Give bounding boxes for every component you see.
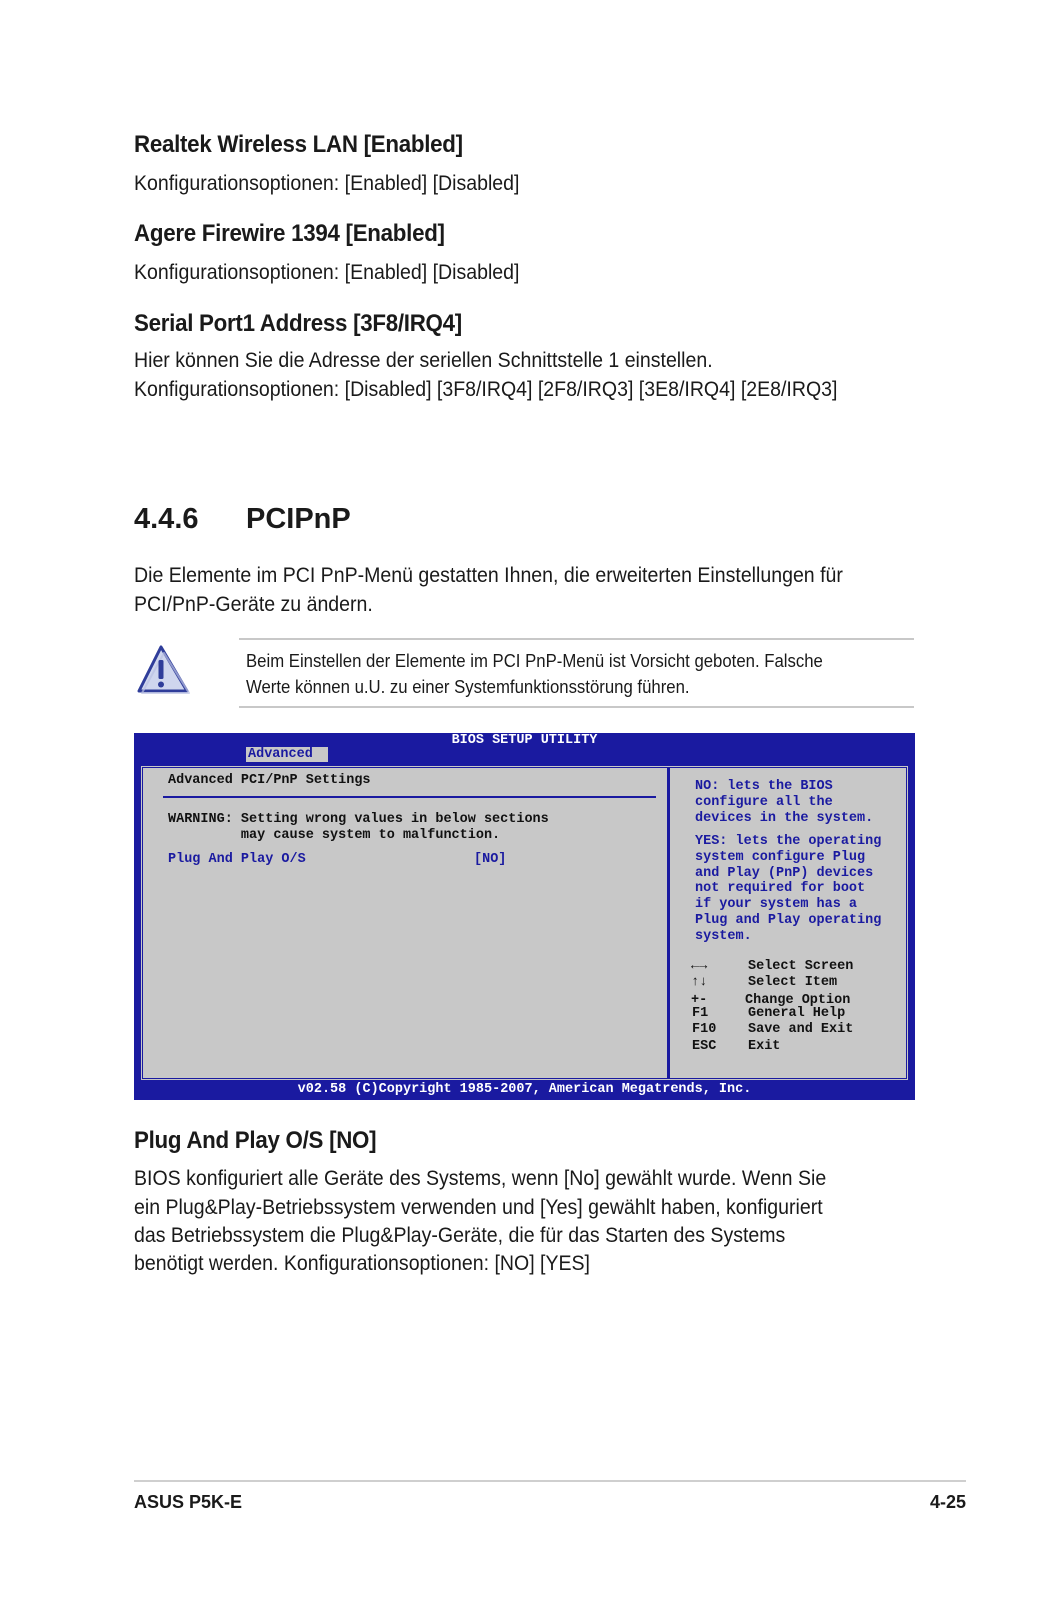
bios-section-title: Advanced PCI/PnP Settings <box>168 773 371 788</box>
section-text: Hier können Sie die Adresse der seriellen Schnittstelle 1 einstellen. <box>134 349 713 372</box>
bios-title: BIOS SETUP UTILITY <box>451 733 598 748</box>
bios-help-line: configure all the <box>695 795 833 810</box>
bios-item-plug-and-play-value[interactable]: [NO] <box>474 852 507 867</box>
bios-help-line: YES: lets the operating <box>695 834 882 849</box>
bios-tab-advanced[interactable]: Advanced <box>246 747 328 762</box>
note-text: Werte können u.U. zu einer Systemfunktionsstörung führen. <box>246 677 690 697</box>
bios-item-plug-and-play-label[interactable]: Plug And Play O/S <box>168 852 306 867</box>
pnp-text: BIOS konfiguriert alle Geräte des Systems, wenn [No] gewählt wurde. Wenn Sie <box>134 1167 827 1190</box>
chapter-intro: Die Elemente im PCI PnP-Menü gestatten Ihnen, die erweiterten Einstellungen für <box>134 564 843 587</box>
bios-key-action: Select Screen <box>748 959 854 974</box>
bios-warning: WARNING: Setting wrong values in below sections <box>168 812 549 827</box>
bios-footer: v02.58 (C)Copyright 1985-2007, American Megatrends, Inc. <box>297 1082 752 1097</box>
bios-help-line: system. <box>695 929 752 944</box>
bios-key-arrows-lr: ←→ <box>691 959 708 974</box>
bios-key-f10: F10 <box>692 1022 717 1037</box>
note-text: Beim Einstellen der Elemente im PCI PnP-Menü ist Vorsicht geboten. Falsche <box>246 651 823 671</box>
bios-help-line: devices in the system. <box>695 811 874 826</box>
section-heading-plug-and-play: Plug And Play O/S [NO] <box>134 1127 377 1154</box>
bios-key-esc: ESC <box>692 1039 717 1054</box>
note-bottom-rule <box>239 706 914 708</box>
footer-product: ASUS P5K-E <box>134 1492 243 1512</box>
pnp-text: ein Plug&Play-Betriebssystem verwenden und [Yes] gewählt haben, konfiguriert <box>134 1196 823 1219</box>
bios-help-line: not required for boot <box>695 881 866 896</box>
pnp-text: das Betriebssystem die Plug&Play-Geräte, die für das Starten des Systems <box>134 1224 786 1247</box>
bios-help-line: if your system has a <box>695 897 858 912</box>
bios-panel <box>140 765 909 1081</box>
section-heading-serial-port1: Serial Port1 Address [3F8/IRQ4] <box>134 310 462 337</box>
bios-key-action: Exit <box>748 1039 781 1054</box>
bios-help-line: and Play (PnP) devices <box>695 866 874 881</box>
bios-key-action: General Help <box>748 1006 846 1021</box>
bios-key-action: Save and Exit <box>748 1022 854 1037</box>
bios-help-line: Plug and Play operating <box>695 913 882 928</box>
chapter-number: 4.4.6 <box>134 503 199 535</box>
bios-key-arrows-ud: ↑↓ <box>691 975 708 990</box>
bios-help-line: NO: lets the BIOS <box>695 779 833 794</box>
bios-divider <box>667 768 670 1078</box>
warning-triangle-icon <box>134 643 192 695</box>
footer-rule <box>134 1480 966 1482</box>
bios-title-rule <box>163 796 656 798</box>
section-text: Konfigurationsoptionen: [Enabled] [Disabled] <box>134 261 520 284</box>
bios-key-action: Select Item <box>748 975 838 990</box>
chapter-intro: PCI/PnP-Geräte zu ändern. <box>134 593 373 616</box>
bios-screen <box>134 733 915 1100</box>
pnp-text: benötigt werden. Konfigurationsoptionen: [NO] [YES] <box>134 1252 590 1275</box>
section-heading-realtek-wireless-lan: Realtek Wireless LAN [Enabled] <box>134 131 463 158</box>
bios-key-action: Change Option <box>745 993 851 1008</box>
footer-page-number: 4-25 <box>929 1492 966 1512</box>
bios-key-f1: F1 <box>692 1006 709 1021</box>
section-text: Konfigurationsoptionen: [Enabled] [Disabled] <box>134 172 520 195</box>
bios-key-plus-minus: +- <box>691 993 708 1008</box>
section-heading-agere-firewire: Agere Firewire 1394 [Enabled] <box>134 220 445 247</box>
note-top-rule <box>239 638 914 640</box>
bios-help-line: system configure Plug <box>695 850 866 865</box>
section-text: Konfigurationsoptionen: [Disabled] [3F8/IRQ4] [2F8/IRQ3] [3E8/IRQ4] [2E8/IRQ3] <box>134 378 838 401</box>
bios-warning: may cause system to malfunction. <box>168 828 501 843</box>
chapter-title: PCIPnP <box>246 503 351 535</box>
